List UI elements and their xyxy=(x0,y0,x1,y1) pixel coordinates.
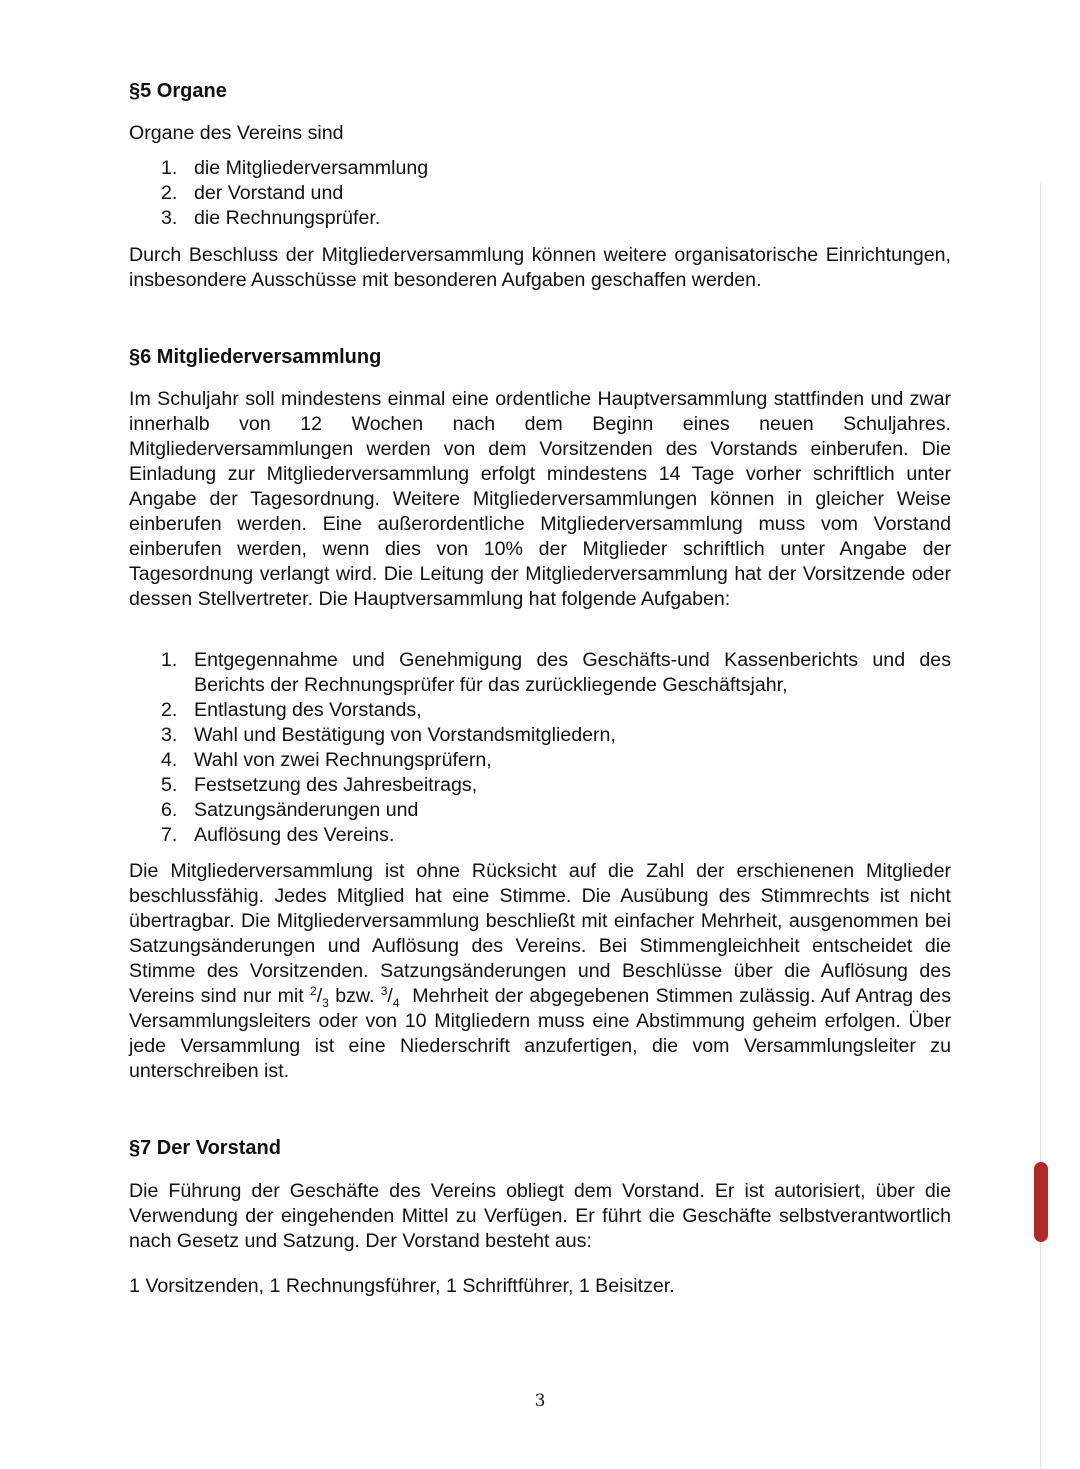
list-text: Auflösung des Vereins. xyxy=(194,824,395,846)
list-text: Festsetzung des Jahresbeitrags, xyxy=(194,774,478,796)
section-7-paragraph: Die Führung der Geschäfte des Vereins obliegt dem Vorstand. Er ist autorisiert, über die Verwendung der eingehenden Mittel zu Verfügen. Er führt die Geschäfte selbstverantwortlich nach Gesetz und Satzung. Der Vorstand besteht aus: xyxy=(129,1180,951,1252)
section-7-members: 1 Vorsitzenden, 1 Rechnungsführer, 1 Schriftführer, 1 Beisitzer. xyxy=(129,1275,675,1297)
fraction-slash: / xyxy=(387,985,393,1007)
section-5-list xyxy=(129,156,951,231)
list-number: 5. xyxy=(161,774,178,796)
list-item xyxy=(129,206,951,231)
paragraph-text: Die Mitgliederversammlung ist ohne Rücksicht auf die Zahl der erschienenen Mitglieder beschlussfähig. Jedes Mitglied hat eine Stimme. Die Ausübung des Stimmrechts ist nicht übertragbar. Die Mitgliederversammlung beschließt mit einfacher Mehrheit, ausgenommen bei Satzungsänderungen und Auflösung des Vereins. Bei Stimmengleichheit entscheidet die Stimme des Vorsitzenden. Satzungsänderungen und Beschlüsse über die Auflösung des Vereins sind nur mit xyxy=(129,860,951,1007)
section-6-paragraph-2 xyxy=(129,859,951,1084)
list-item xyxy=(129,823,951,848)
fraction-2-denominator: 4 xyxy=(392,995,400,1010)
list-text: Entlastung des Vorstands, xyxy=(194,699,422,721)
list-item xyxy=(129,181,951,206)
list-item xyxy=(129,748,951,773)
list-number: 7. xyxy=(161,824,178,846)
list-item xyxy=(129,723,951,748)
list-text: Wahl von zwei Rechnungsprüfern, xyxy=(194,749,492,771)
fraction-1-denominator: 3 xyxy=(322,995,329,1010)
list-text: Wahl und Bestätigung von Vorstandsmitgliedern, xyxy=(194,724,616,746)
list-text: der Vorstand und xyxy=(194,182,344,204)
list-number: 3. xyxy=(161,207,178,229)
paragraph-text: bzw. xyxy=(335,985,375,1007)
paragraph-text: Mehrheit der abgegebenen Stimmen zulässig. Auf Antrag des Versammlungsleiters oder von 10 Mitgliedern muss eine Abstimmung geheim erfolgen. Über jede Versammlung ist eine Niederschrift anzufertigen, die vom Versammlungsleiter zu unterschreiben ist. xyxy=(129,985,951,1082)
fraction-2-numerator: 3 xyxy=(380,984,388,998)
section-5-paragraph: Durch Beschluss der Mitgliederversammlung können weitere organisatorische Einrichtungen, insbesondere Ausschüsse mit besonderen Aufgaben geschaffen werden. xyxy=(129,244,951,291)
list-text: die Mitgliederversammlung xyxy=(194,157,429,179)
list-item xyxy=(129,698,951,723)
fraction-slash: / xyxy=(316,985,323,1007)
section-5-title: §5 Organe xyxy=(129,80,227,102)
section-6-title: §6 Mitgliederversammlung xyxy=(129,346,382,368)
list-number: 3. xyxy=(161,724,178,746)
list-item xyxy=(129,156,951,181)
list-number: 6. xyxy=(161,799,178,821)
list-text: die Rechnungsprüfer. xyxy=(194,207,381,229)
list-number: 2. xyxy=(161,699,178,721)
list-text: Satzungsänderungen und xyxy=(194,799,419,821)
section-6-list xyxy=(129,648,951,848)
fraction-1-numerator: 2 xyxy=(310,984,317,998)
page-number: 3 xyxy=(534,1391,546,1411)
list-number: 4. xyxy=(161,749,178,771)
list-number: 1. xyxy=(161,649,178,671)
section-7-title: §7 Der Vorstand xyxy=(129,1137,281,1159)
scroll-track xyxy=(1040,183,1041,1469)
list-item xyxy=(129,798,951,823)
list-text: Entgegennahme und Genehmigung des Geschäfts-und Kassenberichts und des Berichts der Rechnungsprüfer für das zurückliegende Geschäftsjahr, xyxy=(194,649,951,696)
scrollbar-thumb[interactable] xyxy=(1034,1162,1048,1242)
list-number: 1. xyxy=(161,157,178,179)
list-item xyxy=(129,648,951,698)
list-item xyxy=(129,773,951,798)
section-5-intro: Organe des Vereins sind xyxy=(129,122,344,144)
list-number: 2. xyxy=(161,182,178,204)
section-6-paragraph: Im Schuljahr soll mindestens einmal eine ordentliche Hauptversammlung stattfinden und zwar innerhalb von 12 Wochen nach dem Beginn eines neuen Schuljahres. Mitgliederversammlungen werden von dem Vorsitzenden des Vorstands einberufen. Die Einladung zur Mitgliederversammlung erfolgt mindestens 14 Tage vorher schriftlich unter Angabe der Tagesordnung. Weitere Mitgliederversammlungen können in gleicher Weise einberufen werden. Eine außerordentliche Mitgliederversammlung muss vom Vorstand einberufen werden, wenn dies von 10% der Mitglieder schriftlich unter Angabe der Tagesordnung verlangt wird. Die Leitung der Mitgliederversammlung hat der Vorsitzende oder dessen Stellvertreter. Die Hauptversammlung hat folgende Aufgaben: xyxy=(129,388,951,610)
